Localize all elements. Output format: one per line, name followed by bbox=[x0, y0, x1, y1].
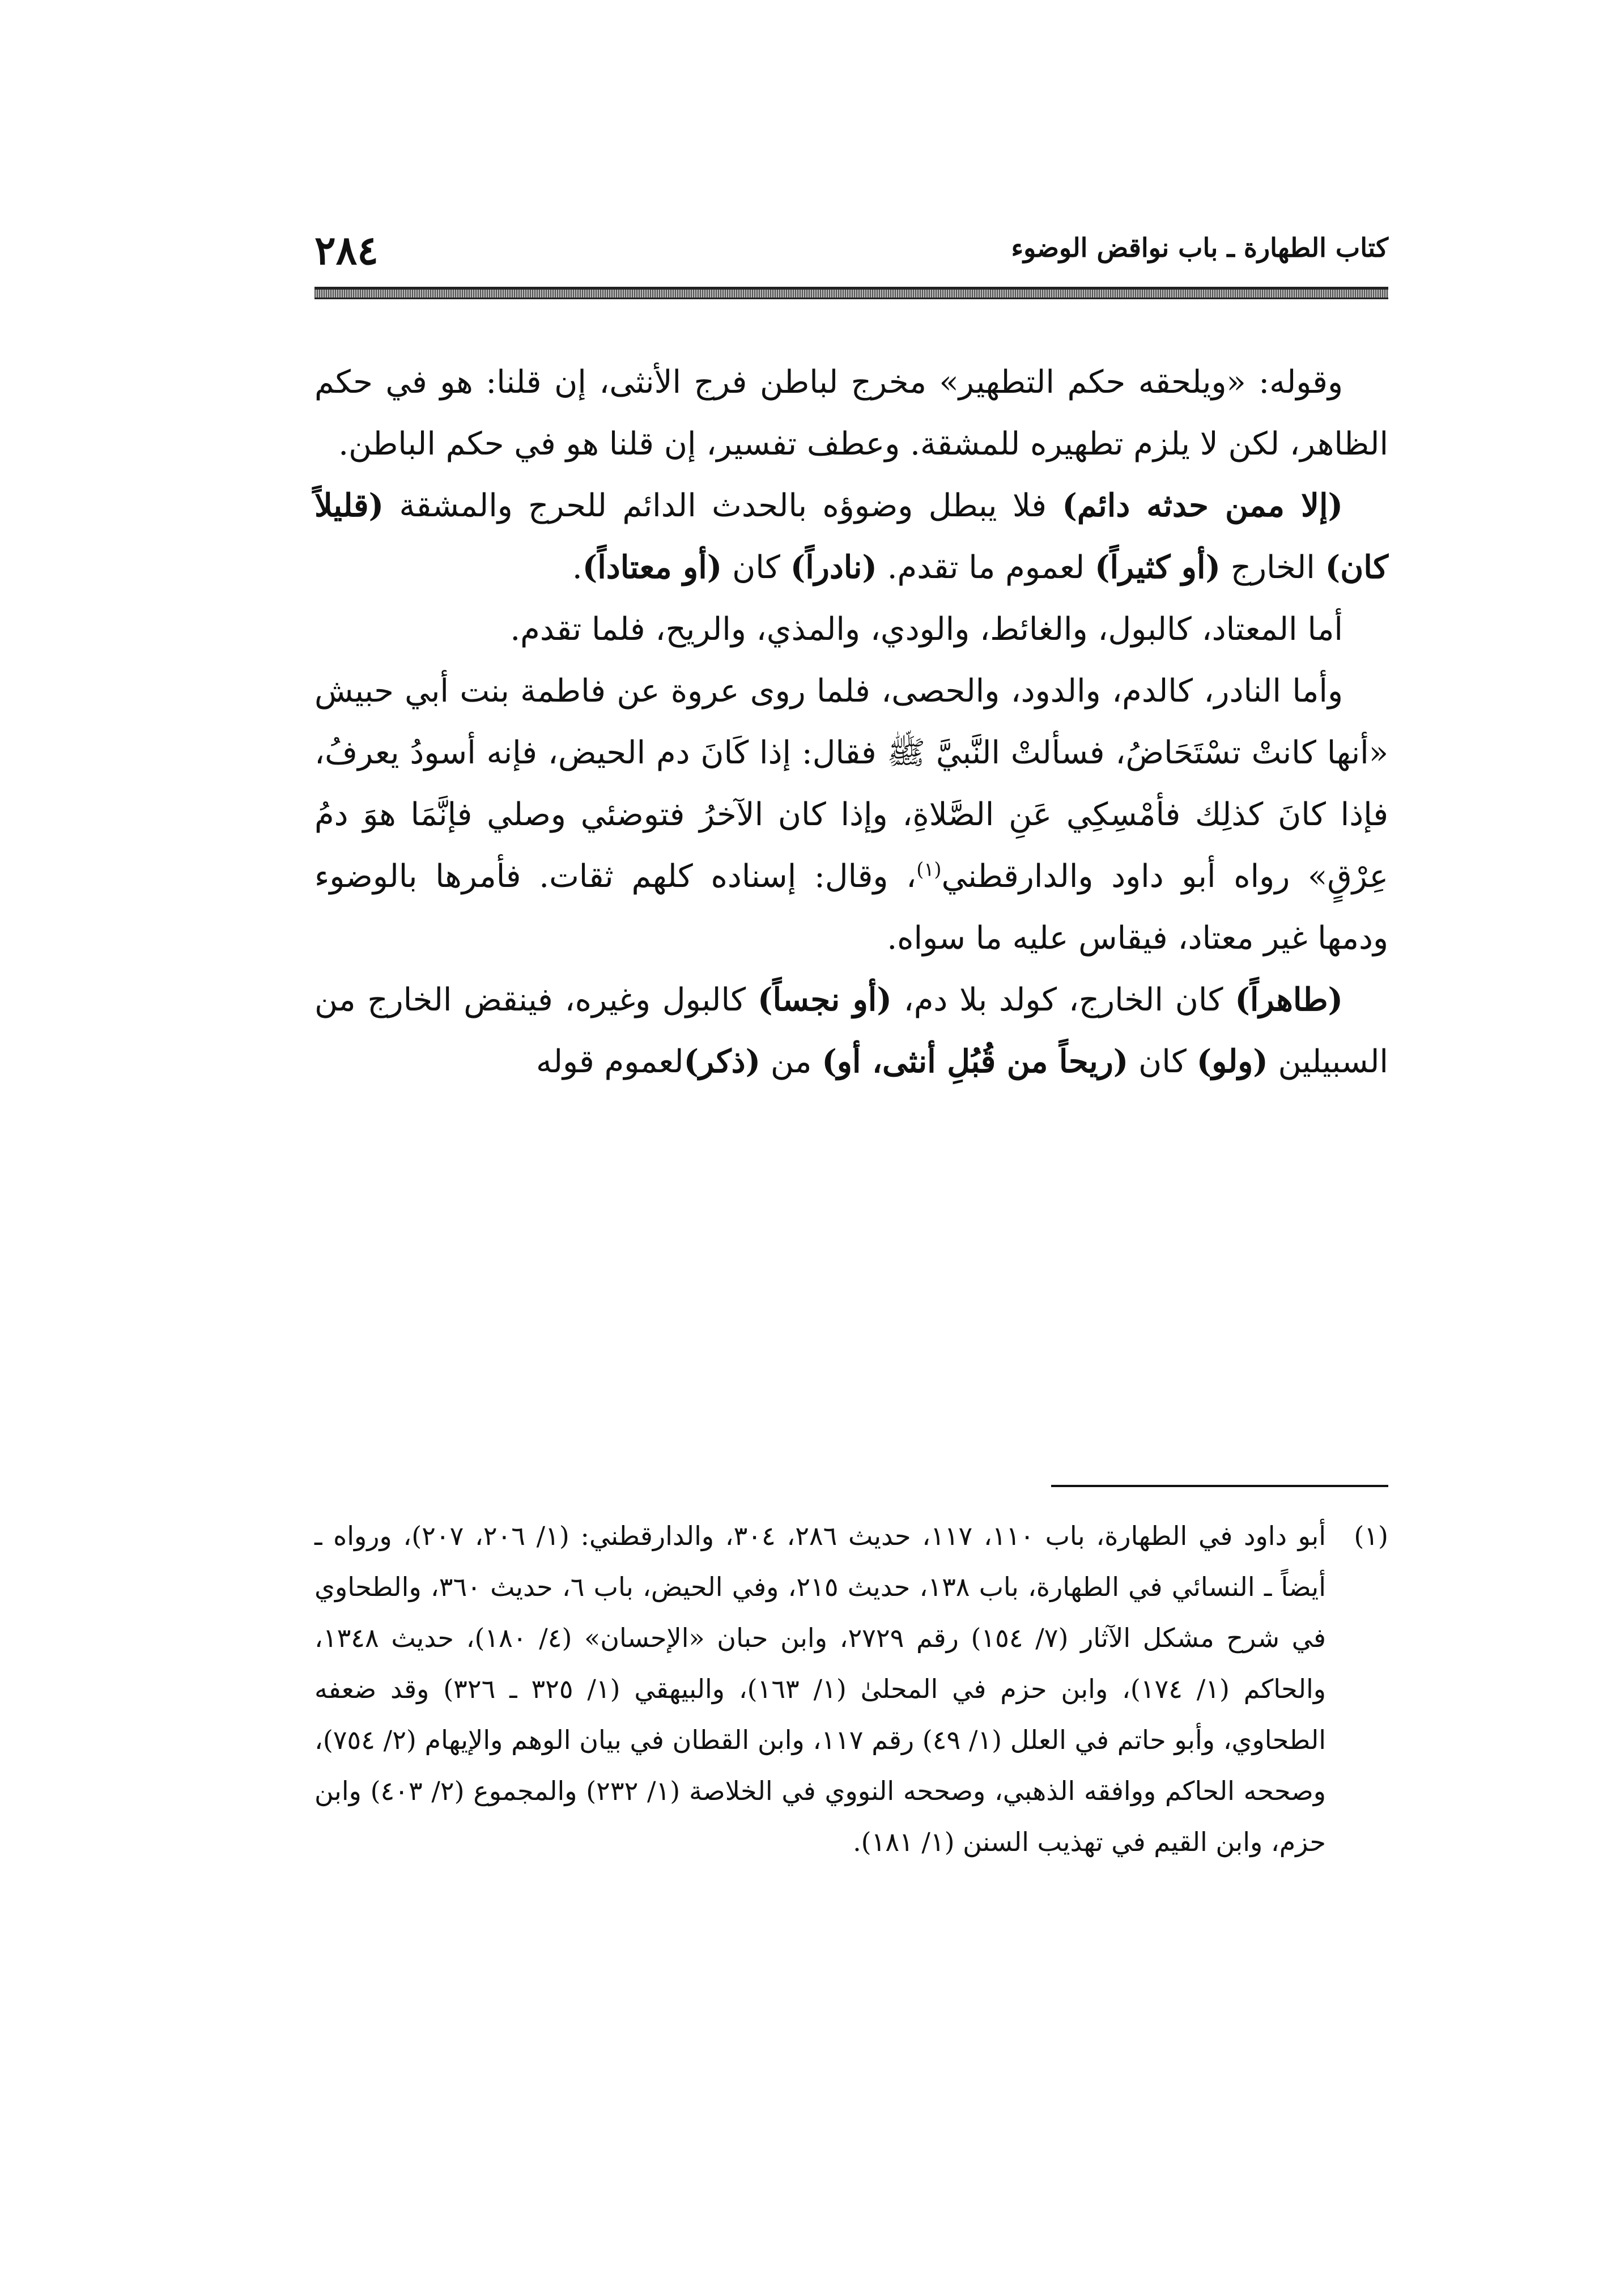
matn-text: (أو معتاداً) bbox=[582, 549, 722, 586]
sharh-text: كان الخارج، كولد بلا دم، bbox=[891, 982, 1235, 1018]
matn-text: (أو كثيراً) bbox=[1095, 549, 1221, 586]
sharh-text: كان bbox=[722, 549, 790, 586]
running-header bbox=[314, 227, 1388, 278]
footnote-text: أبو داود في الطهارة، باب ١١٠، ١١٧، حديث ٢٨٦، ٣٠٤، والدارقطني: (١/ ٢٠٦، ٢٠٧)، ورواه ـ أيضاً ـ النسائي في الطهارة، باب ١٣٨، حديث ٢١٥، وفي الحيض، باب ٦، حديث ٣٦٠، والطحاوي في شرح مشكل الآثار (٧/ ١٥٤) رقم ٢٧٢٩، وابن حبان «الإحسان» (٤/ ١٨٠)، حديث ١٣٤٨، والحاكم (١/ ١٧٤)، وابن حزم في المحلىٰ (١/ ١٦٣)، والبيهقي (١/ ٣٢٥ ـ ٣٢٦) وقد ضعفه الطحاوي، وأبو حاتم في العلل (١/ ٤٩) رقم ١١٧، وابن القطان في بيان الوهم والإيهام (٢/ ٧٥٤)، وصححه الحاكم ووافقه الذهبي، وصححه النووي في الخلاصة (١/ ٢٣٢) والمجموع (٢/ ٤٠٣) وابن حزم، وابن القيم في تهذيب السنن (١/ ١٨١). bbox=[314, 1521, 1327, 1857]
paragraph bbox=[314, 969, 1388, 1093]
footnote-number: (١) bbox=[1354, 1521, 1388, 1551]
matn-text: (نادراً) bbox=[790, 549, 877, 586]
matn-text: (ولو) bbox=[1196, 1043, 1268, 1080]
matn-text: (ريحاً من قُبُلِ أنثى، أو) bbox=[822, 1043, 1129, 1080]
footnote bbox=[314, 1510, 1388, 1867]
page-number: ٢٨٤ bbox=[314, 227, 379, 274]
footnote-reference[interactable]: (١) bbox=[916, 858, 942, 881]
paragraph bbox=[314, 475, 1388, 598]
matn-text: (ذكر) bbox=[683, 1043, 761, 1080]
main-text bbox=[314, 351, 1388, 1093]
footnote-separator bbox=[1051, 1485, 1388, 1487]
header-rule bbox=[314, 287, 1388, 299]
matn-text: (طاهراً) bbox=[1235, 981, 1344, 1018]
sharh-text: الخارج bbox=[1221, 549, 1325, 586]
paragraph: أما المعتاد، كالبول، والغائط، والودي، والمذي، والريح، فلما تقدم. bbox=[510, 611, 1343, 648]
sharh-text: لعموم قوله bbox=[535, 1043, 684, 1080]
sharh-text: لعموم ما تقدم. bbox=[877, 549, 1095, 586]
sharh-text: من bbox=[760, 1043, 822, 1080]
matn-text: (أو نجساً) bbox=[758, 981, 892, 1018]
sharh-text: كان bbox=[1128, 1043, 1197, 1080]
matn-text: (قليلاً كان) bbox=[314, 487, 1388, 586]
sharh-text: وأما النادر، كالدم، والدود، والحصى، فلما روى عروة عن فاطمة بنت أبي حبيش «أنها كانتْ تسْتَحَاضُ، فسألتْ النَّبيَّ ﷺ فقال: إذا كَانَ دم الحيض، فإنه أسودُ يعرفُ، فإذا كانَ كذلِك فأمْسِكِي عَنِ الصَّلاةِ، وإذا كان الآخرُ فتوضئي وصلي فإنَّمَا هوَ دمُ عِرْقٍ» رواه أبو داود والدارقطني bbox=[314, 673, 1388, 895]
sharh-text: . bbox=[572, 549, 583, 586]
sharh-text: ، وقال: إسناده كلهم ثقات. فأمرها بالوضوء ودمها غير معتاد، فيقاس عليه ما سواه. bbox=[314, 858, 1388, 957]
sharh-text: فلا يبطل وضوؤه بالحدث الدائم للحرج والمشقة bbox=[384, 487, 1062, 524]
chapter-title: كتاب الطهارة ـ باب نواقض الوضوء bbox=[1011, 232, 1388, 263]
matn-text: (إلا ممن حدثه دائم) bbox=[1062, 487, 1344, 524]
paragraph: وقوله: «ويلحقه حكم التطهير» مخرج لباطن فرج الأنثى، إن قلنا: هو في حكم الظاهر، لكن لا يلزم تطهيره للمشقة. وعطف تفسير، إن قلنا هو في حكم الباطن. bbox=[314, 364, 1388, 462]
sharh-text: كالبول وغيره، فينقض الخارج من السبيلين bbox=[314, 982, 1388, 1080]
footnotes bbox=[314, 1510, 1388, 1867]
paragraph bbox=[314, 660, 1388, 969]
